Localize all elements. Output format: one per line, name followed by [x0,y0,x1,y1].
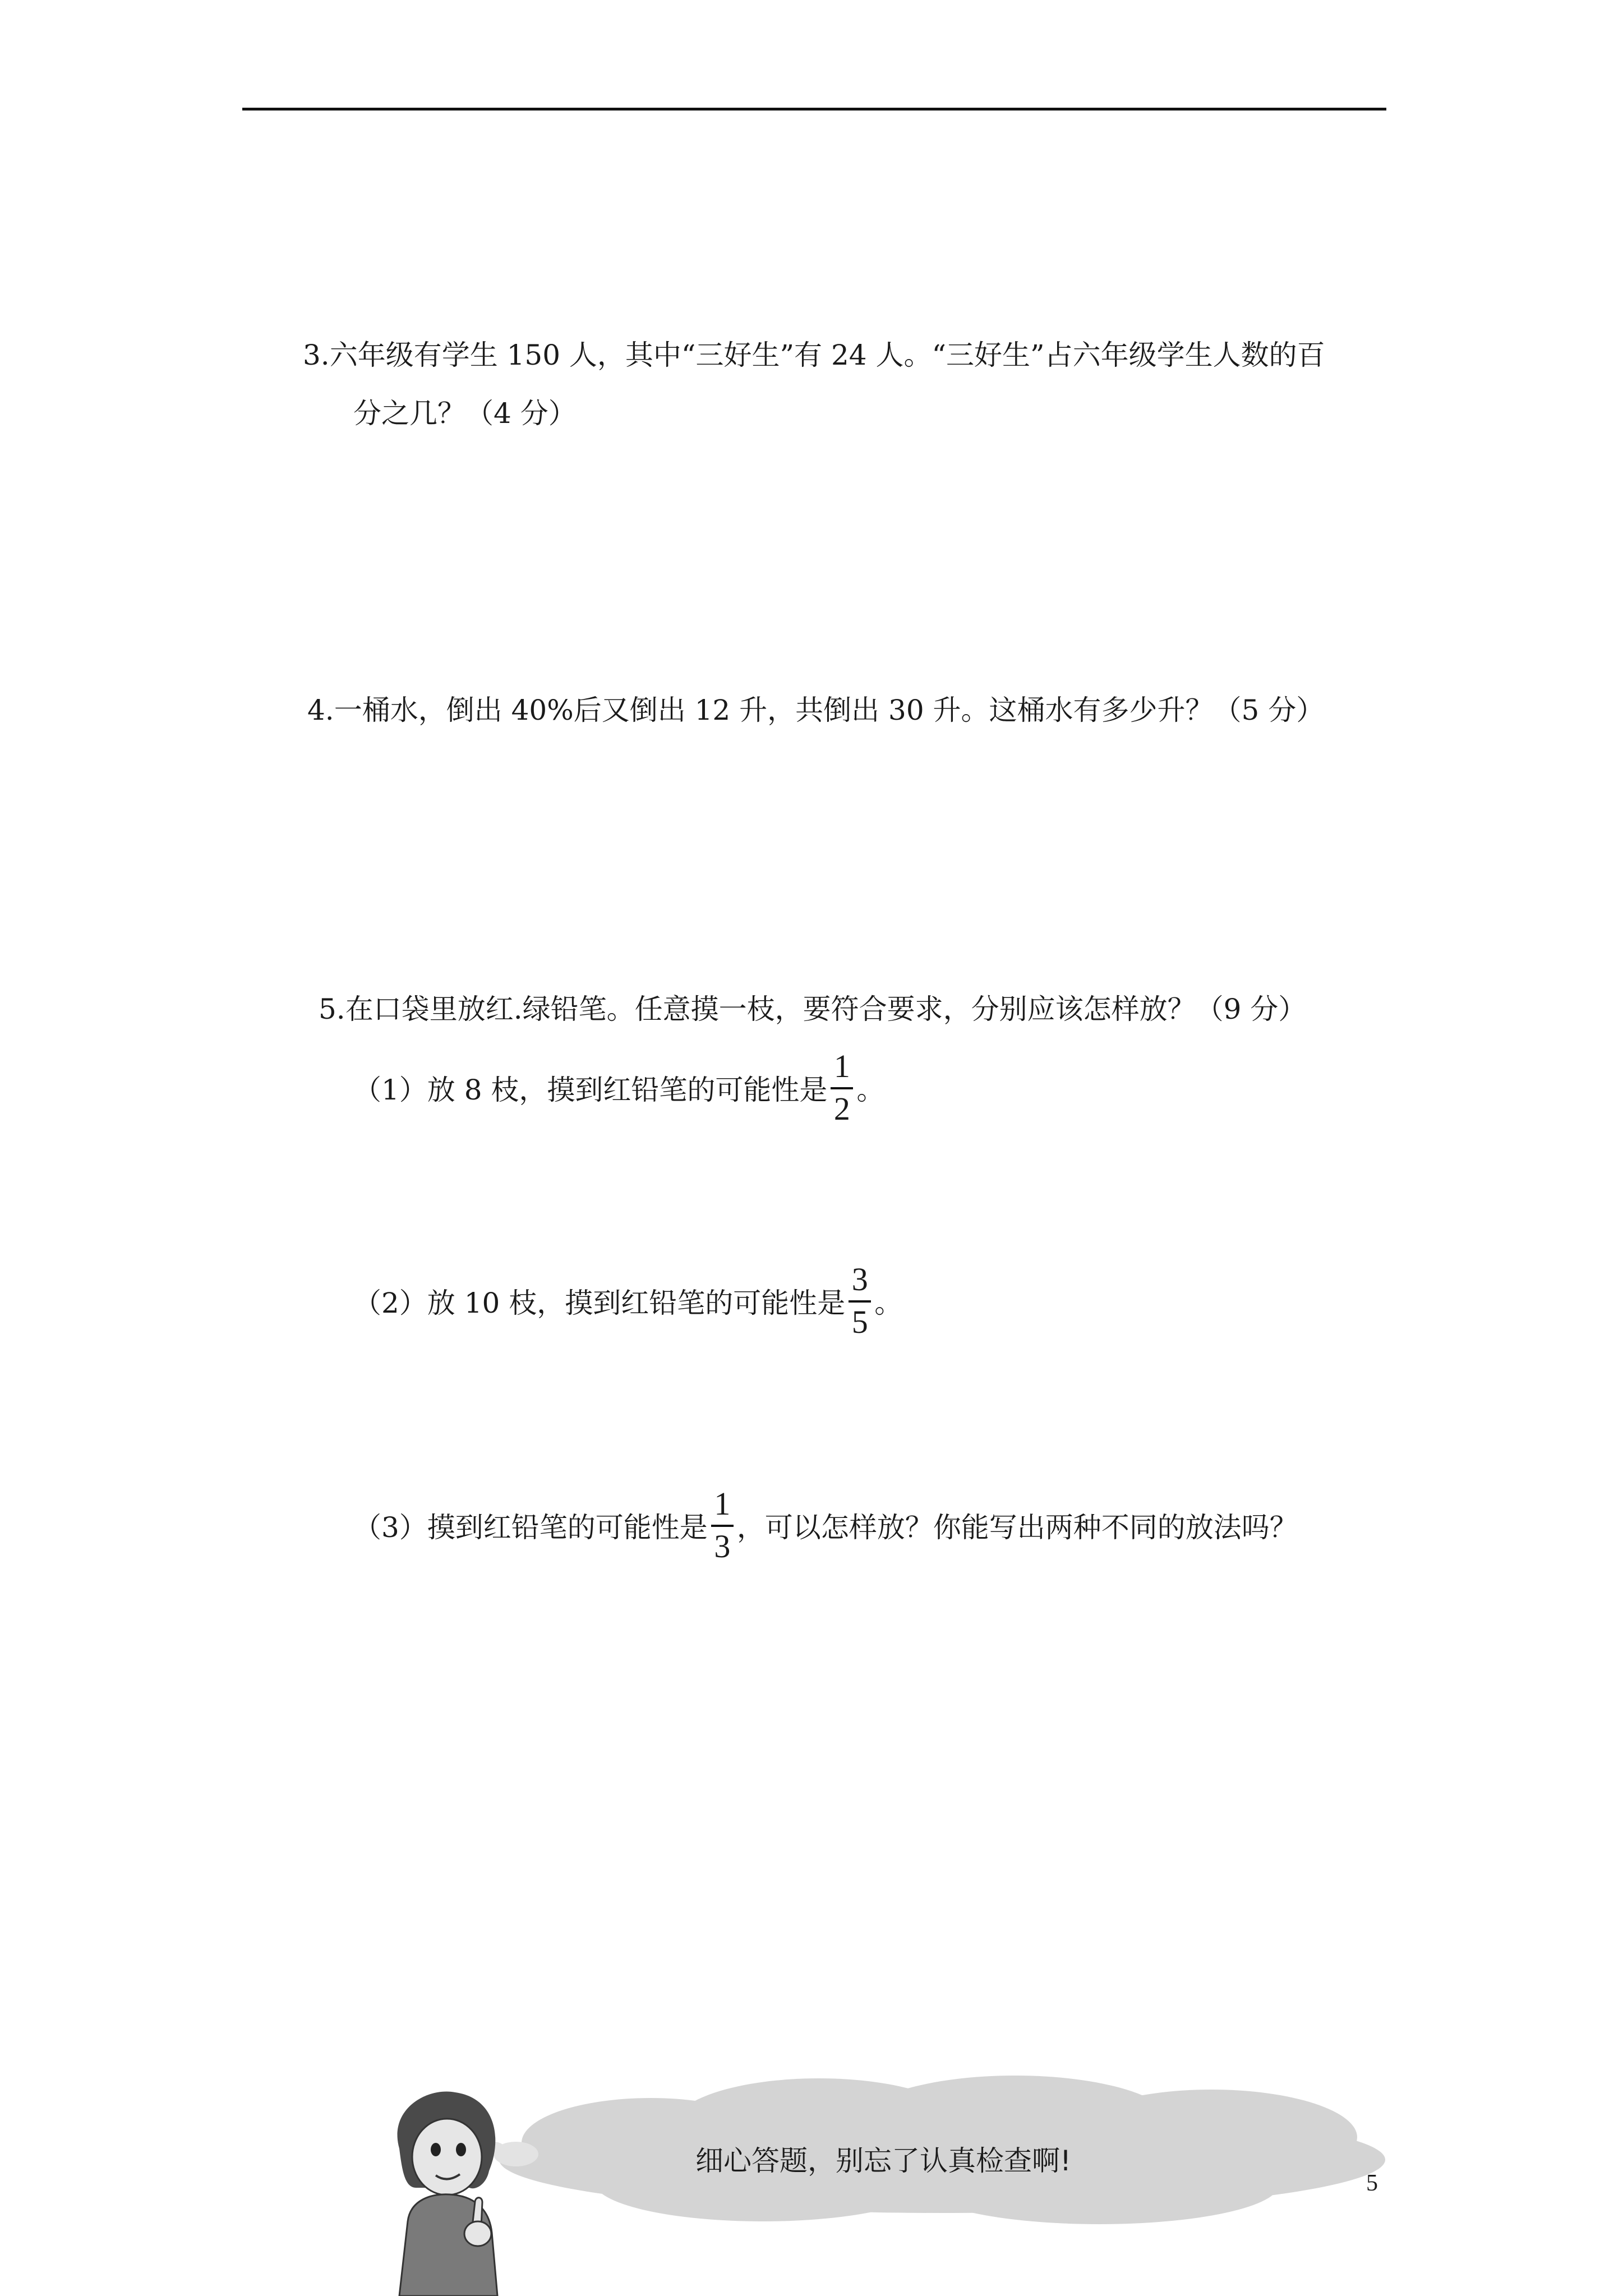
fraction-one-third [711,1485,734,1565]
question-3-line1: 3.六年级有学生 150 人，其中“三好生”有 24 人。“三好生”占六年级学生人数的百 [303,339,1325,371]
part-1-end: 。 [856,1074,885,1106]
fraction-bar [711,1525,734,1527]
footer-reminder: 细心答题，别忘了认真检查啊! [695,2145,1072,2177]
numerator: 3 [851,1261,868,1297]
page-number: 5 [1366,2170,1378,2196]
part-1-text: （1）放 8 枝，摸到红铅笔的可能性是 [353,1074,828,1106]
question-5-part-2 [353,1261,903,1343]
fraction-bar [849,1300,871,1303]
denominator: 5 [851,1304,868,1340]
denominator: 2 [833,1091,850,1127]
header-rule [242,108,1386,111]
numerator: 1 [833,1048,850,1084]
question-5-part-3 [353,1485,1298,1567]
fraction-three-fifths [849,1263,871,1338]
numerator: 1 [714,1485,731,1522]
cartoon-girl-icon [377,2087,511,2296]
question-5: 5.在口袋里放红.绿铅笔。任意摸一枝，要符合要求，分别应该怎样放？（9 分） [319,993,1307,1025]
part-3-text: （3）摸到红铅笔的可能性是 [353,1511,708,1544]
part-3-end: ，可以怎样放？你能写出两种不同的放法吗？ [736,1511,1298,1544]
question-4: 4.一桶水，倒出 40%后又倒出 12 升，共倒出 30 升。这桶水有多少升？（5 分） [307,694,1325,726]
part-2-end: 。 [874,1287,903,1319]
question-3-line2: 分之几？（4 分） [353,397,577,430]
question-5-part-1 [353,1048,885,1130]
fraction-bar [831,1087,853,1089]
fraction-one-half [831,1050,853,1125]
denominator: 3 [714,1528,731,1565]
part-2-text: （2）放 10 枝，摸到红铅笔的可能性是 [353,1287,846,1319]
